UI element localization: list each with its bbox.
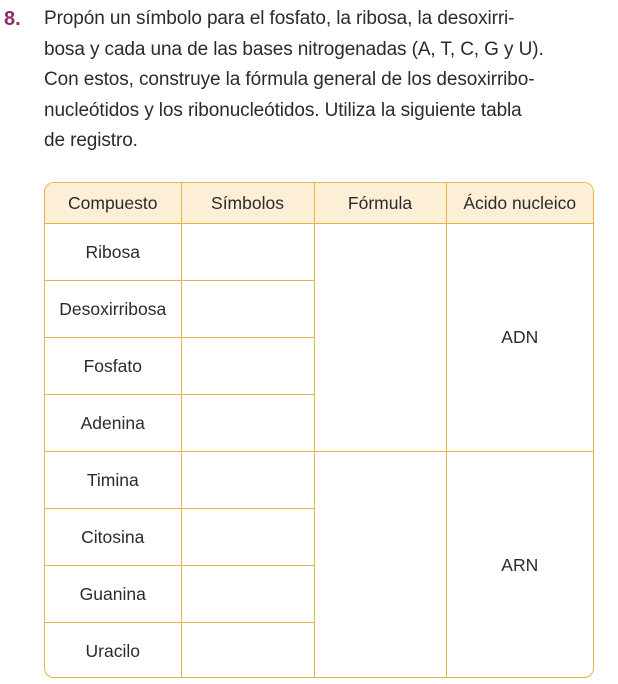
exercise-line: de registro. [44,130,138,151]
compound-ribosa: Ribosa [45,224,181,281]
table-header-row [45,183,593,224]
compound-fosfato: Fosfato [45,338,181,395]
symbol-cell-adenina[interactable] [181,395,314,452]
registry-table-frame [44,182,594,678]
table-row [45,224,593,281]
nucleic-acid-arn: ARN [446,452,593,679]
formula-cell-arn[interactable] [314,452,446,679]
compound-citosina: Citosina [45,509,181,566]
header-compuesto: Compuesto [45,183,181,224]
symbol-cell-timina[interactable] [181,452,314,509]
exercise-text [44,4,600,157]
compound-uracilo: Uracilo [45,623,181,679]
header-formula: Fórmula [314,183,446,224]
exercise-number: 8. [4,8,21,30]
formula-cell-adn[interactable] [314,224,446,452]
compound-desoxirribosa: Desoxirribosa [45,281,181,338]
compound-timina: Timina [45,452,181,509]
exercise-line: Con estos, construye la fórmula general de los desoxirribo- [44,69,535,90]
registry-table [45,183,593,678]
compound-guanina: Guanina [45,566,181,623]
symbol-cell-citosina[interactable] [181,509,314,566]
table-row [45,452,593,509]
compound-adenina: Adenina [45,395,181,452]
symbol-cell-desoxirribosa[interactable] [181,281,314,338]
exercise-line: Propón un símbolo para el fosfato, la ribosa, la desoxirri- [44,8,515,29]
symbol-cell-fosfato[interactable] [181,338,314,395]
exercise-line: nucleótidos y los ribonucleótidos. Utiliza la siguiente tabla [44,99,522,121]
symbol-cell-uracilo[interactable] [181,623,314,679]
header-simbolos: Símbolos [181,183,314,224]
header-acido-nucleico: Ácido nucleico [446,183,593,224]
exercise-line: bosa y cada una de las bases nitrogenadas (A, T, C, G y U). [44,38,544,60]
symbol-cell-guanina[interactable] [181,566,314,623]
nucleic-acid-adn: ADN [446,224,593,452]
symbol-cell-ribosa[interactable] [181,224,314,281]
